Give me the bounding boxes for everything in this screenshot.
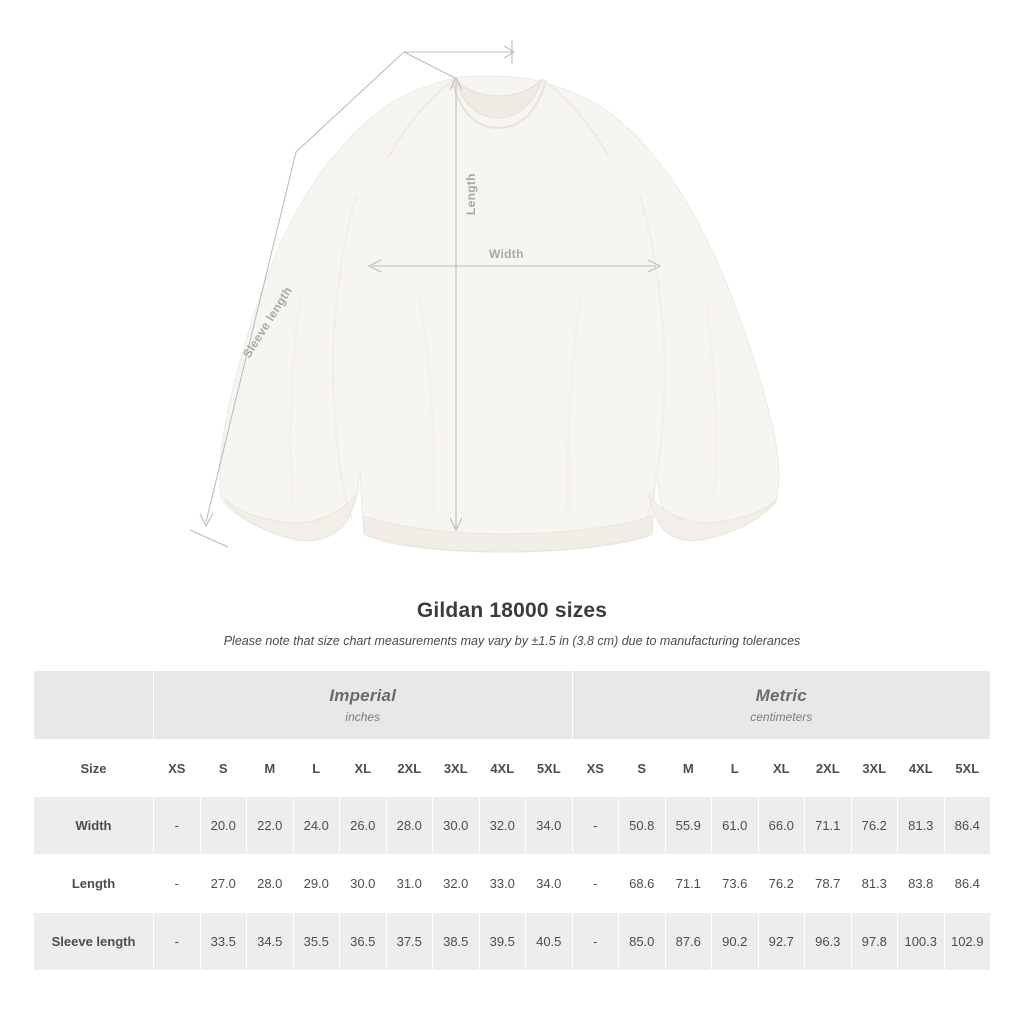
metric-name: Metric (755, 686, 807, 705)
col-header-imperial-xl: XL (340, 740, 387, 797)
cell-sleeve-imperial-m: 34.5 (247, 913, 294, 971)
cell-width-metric-xl: 66.0 (758, 797, 805, 855)
title-block (0, 599, 1024, 648)
page-title: Gildan 18000 sizes (416, 599, 608, 622)
cell-width-imperial-4xl: 32.0 (479, 797, 526, 855)
cell-width-metric-s: 50.8 (619, 797, 666, 855)
system-header-row (34, 671, 991, 740)
cell-width-imperial-l: 24.0 (293, 797, 340, 855)
table-row (34, 797, 991, 855)
cell-sleeve-metric-3xl: 97.8 (851, 913, 898, 971)
col-header-metric-l: L (712, 740, 759, 797)
cell-length-metric-xs: - (572, 855, 619, 913)
size-header-row (34, 740, 991, 797)
col-header-imperial-2xl: 2XL (386, 740, 433, 797)
cell-sleeve-imperial-4xl: 39.5 (479, 913, 526, 971)
col-header-metric-s: S (619, 740, 666, 797)
cell-width-metric-l: 61.0 (712, 797, 759, 855)
cell-length-imperial-2xl: 31.0 (386, 855, 433, 913)
row-header-size: Size (34, 740, 154, 797)
cell-length-metric-2xl: 78.7 (805, 855, 852, 913)
col-header-imperial-4xl: 4XL (479, 740, 526, 797)
cell-sleeve-metric-4xl: 100.3 (898, 913, 945, 971)
cell-width-metric-2xl: 71.1 (805, 797, 852, 855)
imperial-unit: inches (345, 710, 381, 724)
cell-length-metric-l: 73.6 (712, 855, 759, 913)
cell-width-metric-3xl: 76.2 (851, 797, 898, 855)
cell-width-imperial-s: 20.0 (200, 797, 247, 855)
cell-sleeve-imperial-s: 33.5 (200, 913, 247, 971)
cell-sleeve-metric-5xl: 102.9 (944, 913, 991, 971)
table-row (34, 913, 991, 971)
cell-length-imperial-4xl: 33.0 (479, 855, 526, 913)
cell-width-imperial-5xl: 34.0 (526, 797, 573, 855)
cell-width-imperial-xs: - (154, 797, 201, 855)
col-header-metric-xl: XL (758, 740, 805, 797)
cell-length-imperial-3xl: 32.0 (433, 855, 480, 913)
cell-sleeve-metric-l: 90.2 (712, 913, 759, 971)
col-header-metric-xs: XS (572, 740, 619, 797)
cell-sleeve-metric-s: 85.0 (619, 913, 666, 971)
cell-sleeve-imperial-5xl: 40.5 (526, 913, 573, 971)
imperial-name: Imperial (329, 686, 397, 705)
cell-sleeve-metric-2xl: 96.3 (805, 913, 852, 971)
cell-sleeve-metric-xs: - (572, 913, 619, 971)
col-header-metric-4xl: 4XL (898, 740, 945, 797)
col-header-metric-5xl: 5XL (944, 740, 991, 797)
cell-length-imperial-s: 27.0 (200, 855, 247, 913)
sleeve-length-label: Sleeve length (240, 284, 295, 361)
cell-length-metric-m: 71.1 (665, 855, 712, 913)
metric-unit: centimeters (750, 710, 813, 724)
tolerance-note: Please note that size chart measurements may vary by ±1.5 in (3.8 cm) due to manufacturing tolerances (223, 634, 801, 648)
cell-width-metric-4xl: 81.3 (898, 797, 945, 855)
width-label: Width (489, 247, 524, 261)
cell-length-imperial-xs: - (154, 855, 201, 913)
table-row (34, 855, 991, 913)
cell-sleeve-imperial-2xl: 37.5 (386, 913, 433, 971)
cell-length-metric-5xl: 86.4 (944, 855, 991, 913)
col-header-imperial-l: L (293, 740, 340, 797)
system-header-spacer (34, 671, 154, 740)
cell-width-imperial-3xl: 30.0 (433, 797, 480, 855)
cell-width-metric-m: 55.9 (665, 797, 712, 855)
cell-sleeve-metric-xl: 92.7 (758, 913, 805, 971)
cell-sleeve-metric-m: 87.6 (665, 913, 712, 971)
size-chart-table (33, 670, 991, 971)
cell-length-imperial-xl: 30.0 (340, 855, 387, 913)
col-header-imperial-m: M (247, 740, 294, 797)
cell-sleeve-imperial-3xl: 38.5 (433, 913, 480, 971)
cell-length-imperial-l: 29.0 (293, 855, 340, 913)
cell-width-imperial-2xl: 28.0 (386, 797, 433, 855)
length-label: Length (464, 173, 478, 215)
cell-width-imperial-m: 22.0 (247, 797, 294, 855)
col-header-metric-m: M (665, 740, 712, 797)
cell-length-metric-s: 68.6 (619, 855, 666, 913)
cell-width-metric-xs: - (572, 797, 619, 855)
cell-sleeve-imperial-xs: - (154, 913, 201, 971)
cell-width-imperial-xl: 26.0 (340, 797, 387, 855)
system-header-metric (572, 671, 991, 740)
col-header-imperial-3xl: 3XL (433, 740, 480, 797)
col-header-imperial-s: S (200, 740, 247, 797)
cell-sleeve-imperial-l: 35.5 (293, 913, 340, 971)
row-label-length: Length (34, 855, 154, 913)
system-header-imperial (154, 671, 573, 740)
cell-length-metric-4xl: 83.8 (898, 855, 945, 913)
col-header-imperial-5xl: 5XL (526, 740, 573, 797)
cell-length-metric-xl: 76.2 (758, 855, 805, 913)
cell-width-metric-5xl: 86.4 (944, 797, 991, 855)
size-table-wrapper (33, 670, 991, 971)
row-label-width: Width (34, 797, 154, 855)
col-header-imperial-xs: XS (154, 740, 201, 797)
cell-length-metric-3xl: 81.3 (851, 855, 898, 913)
cell-length-imperial-m: 28.0 (247, 855, 294, 913)
cell-length-imperial-5xl: 34.0 (526, 855, 573, 913)
col-header-metric-2xl: 2XL (805, 740, 852, 797)
row-label-sleeve-length: Sleeve length (34, 913, 154, 971)
col-header-metric-3xl: 3XL (851, 740, 898, 797)
cell-sleeve-imperial-xl: 36.5 (340, 913, 387, 971)
